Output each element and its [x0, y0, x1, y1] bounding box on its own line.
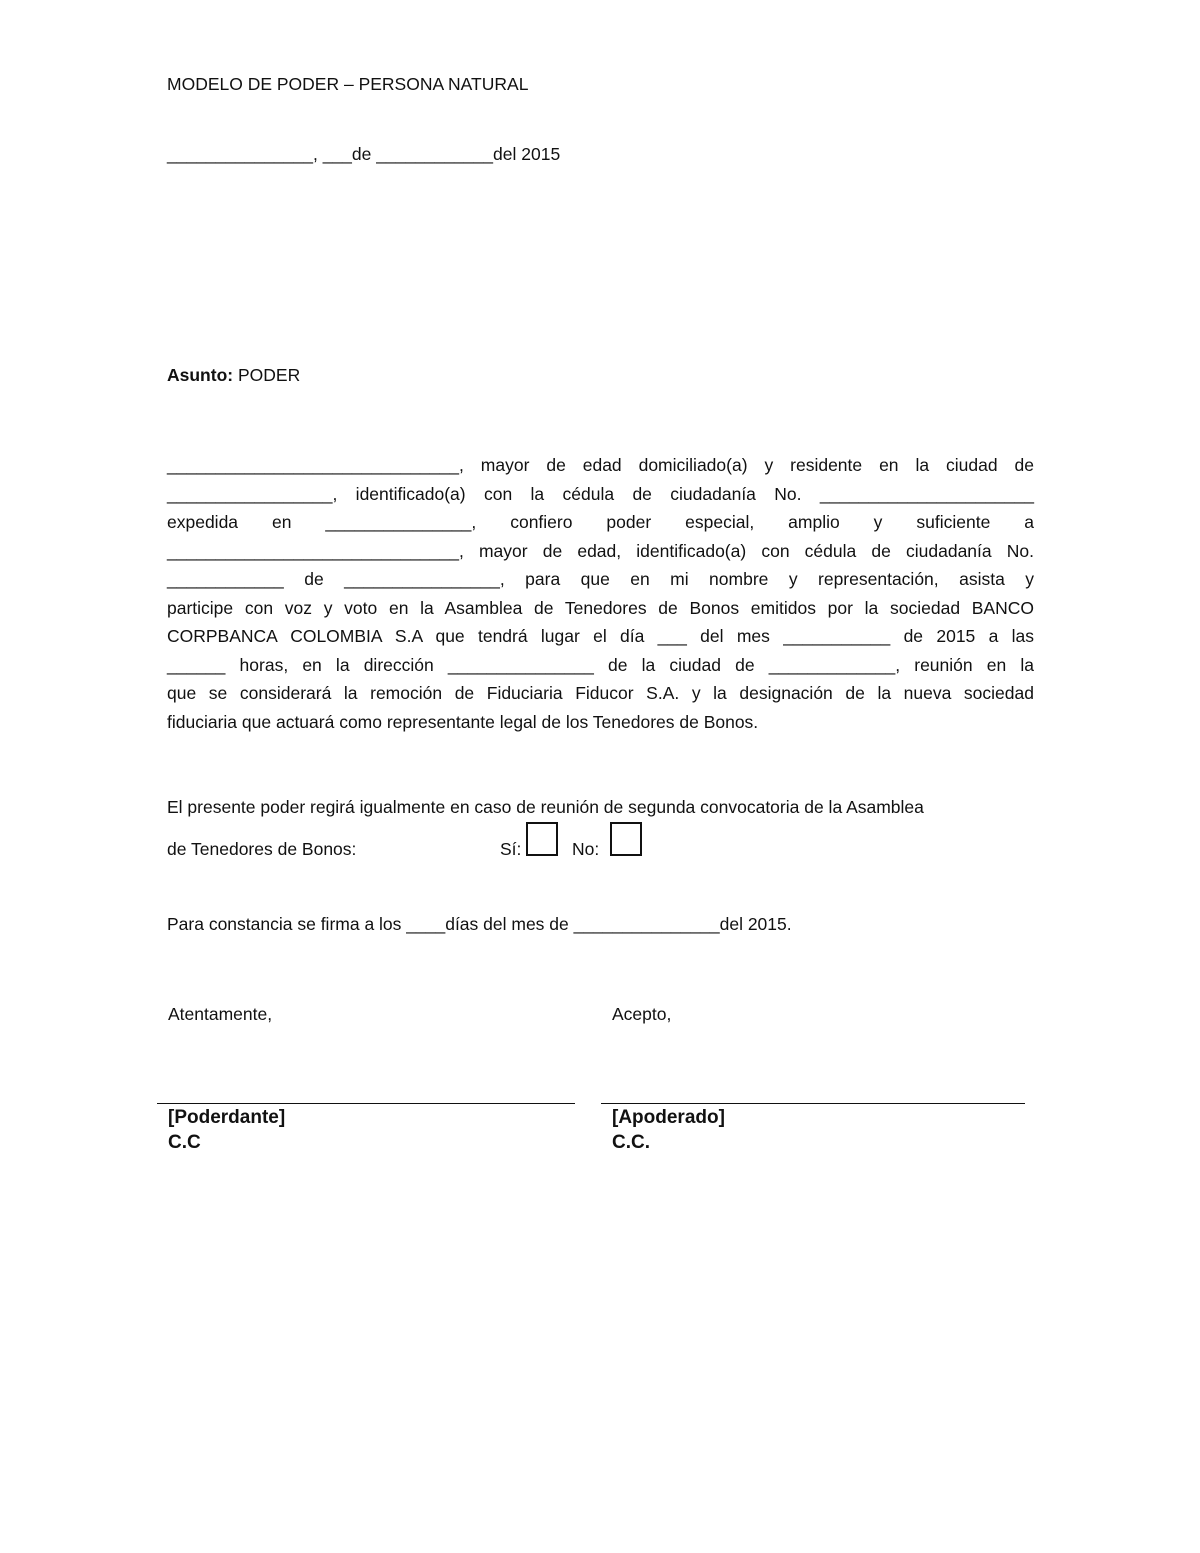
- body-line: fiduciaria que actuará como representante legal de los Tenedores de Bonos.: [167, 711, 759, 732]
- asunto-line: [167, 364, 300, 386]
- no-label: No:: [572, 839, 600, 859]
- apoderado-cc: C.C.: [612, 1132, 650, 1153]
- poderdante-name: [Poderdante]: [168, 1107, 286, 1128]
- body-line: ______ horas, en la dirección _______________ de la ciudad de _____________, reunión en la: [167, 654, 1034, 675]
- body-line: que se considerará la remoción de Fiduciaria Fiducor S.A. y la designación de la nueva sociedad: [167, 683, 1034, 703]
- body-paragraph: [167, 451, 1034, 736]
- si-checkbox[interactable]: [526, 822, 558, 856]
- apoderado-signature-line: [601, 1103, 1025, 1104]
- body-line: expedida en _______________, confiero poder especial, amplio y suficiente a: [167, 512, 1034, 532]
- document-title: MODELO DE PODER – PERSONA NATURAL: [167, 74, 529, 94]
- apoderado-name: [Apoderado]: [612, 1107, 725, 1128]
- constancia-line: Para constancia se firma a los ____días del mes de _______________del 2015.: [167, 914, 792, 934]
- atentamente-label: Atentamente,: [168, 1004, 273, 1024]
- poderdante-cc: C.C: [168, 1132, 201, 1153]
- segunda-convocatoria-line-2: de Tenedores de Bonos:: [167, 839, 357, 859]
- body-line: ____________ de ________________, para que en mi nombre y representación, asista y: [167, 569, 1034, 589]
- no-checkbox[interactable]: [610, 822, 642, 856]
- acepto-label: Acepto,: [612, 1004, 672, 1024]
- asunto-value: PODER: [233, 365, 301, 385]
- body-line: participe con voz y voto en la Asamblea de Tenedores de Bonos emitidos por la sociedad BANCO: [167, 597, 1034, 618]
- segunda-convocatoria-line: El presente poder regirá igualmente en caso de reunión de segunda convocatoria de la Asamblea: [167, 797, 924, 817]
- asunto-label: Asunto:: [167, 365, 234, 385]
- body-line: ______________________________, mayor de edad, identificado(a) con cédula de ciudadanía No.: [167, 540, 1034, 561]
- date-line: _______________, ___de ____________del 2015: [167, 144, 561, 164]
- si-label: Sí:: [500, 839, 522, 859]
- poderdante-signature-line: [157, 1103, 575, 1104]
- body-line: _________________, identificado(a) con la cédula de ciudadanía No. ______________________: [167, 483, 1034, 504]
- body-line: CORPBANCA COLOMBIA S.A que tendrá lugar el día ___ del mes ___________ de 2015 a las: [167, 626, 1034, 646]
- body-line: ______________________________, mayor de edad domiciliado(a) y residente en la ciudad de: [167, 455, 1034, 475]
